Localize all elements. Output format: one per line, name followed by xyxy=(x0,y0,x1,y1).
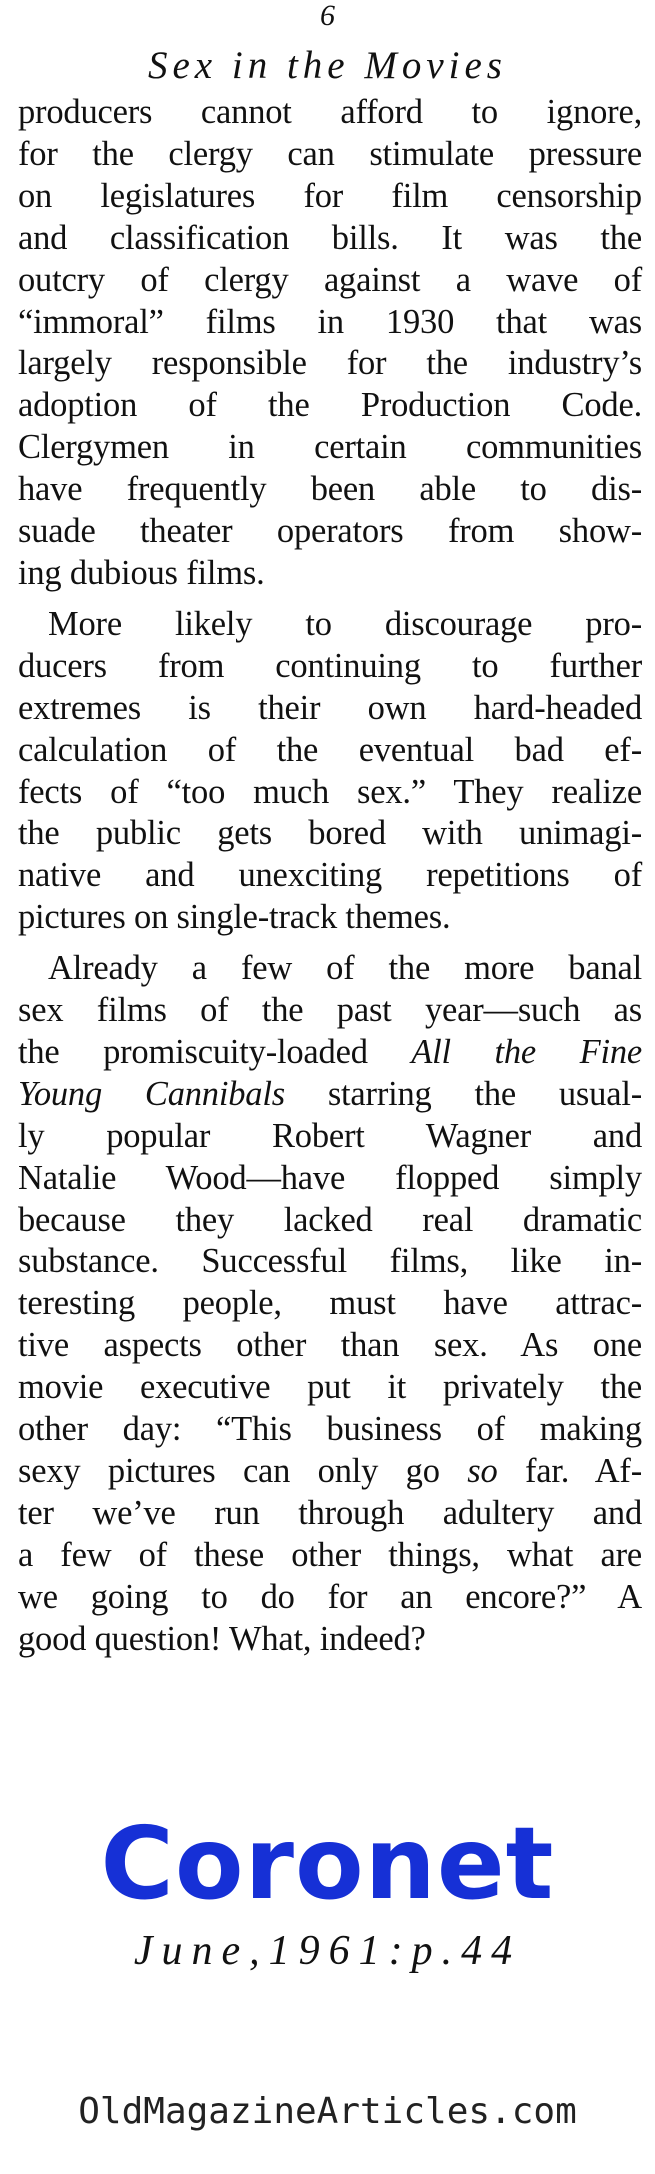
text-line: have frequently been able to dis- xyxy=(18,470,642,509)
text-line: ter we’ve run through adultery and xyxy=(18,1493,642,1532)
text-line: ing dubious films. xyxy=(18,553,265,592)
text-line: sexy pictures can only go so far. Af- xyxy=(18,1452,642,1490)
issue-date: June,1961:p.44 xyxy=(133,1928,522,1974)
text-line: substance. Successful films, like in- xyxy=(18,1242,642,1281)
text-line: sex films of the past year—such as xyxy=(18,991,642,1030)
text-line: adoption of the Production Code. xyxy=(18,386,642,425)
text-line: tive aspects other than sex. As one xyxy=(18,1326,642,1365)
running-head: Sex in the Movies xyxy=(148,44,507,87)
text-line: calculation of the eventual bad ef- xyxy=(18,730,642,769)
text-line: More likely to discourage pro- xyxy=(48,604,642,643)
text-line: suade theater operators from show- xyxy=(18,512,642,551)
text-line: for the clergy can stimulate pressure xyxy=(18,134,642,173)
text-line: Already a few of the more banal xyxy=(48,949,642,988)
text-line: the public gets bored with unimagi- xyxy=(18,814,642,853)
site-watermark: OldMagazineArticles.com xyxy=(78,2091,577,2132)
text-line: a few of these other things, what are xyxy=(18,1535,642,1574)
text-line: teresting people, must have attrac- xyxy=(18,1284,642,1323)
text-line: we going to do for an encore?” A xyxy=(18,1577,642,1616)
text-line: Natalie Wood—have flopped simply xyxy=(18,1158,642,1197)
text-line: because they lacked real dramatic xyxy=(18,1200,642,1239)
text-line: good question! What, indeed? xyxy=(18,1619,426,1658)
text-line: “immoral” films in 1930 that was xyxy=(18,302,642,341)
text-line: largely responsible for the industry’s xyxy=(18,344,642,383)
text-line: outcry of clergy against a wave of xyxy=(18,260,642,299)
text-line: ducers from continuing to further xyxy=(18,646,642,685)
text-line: extremes is their own hard-headed xyxy=(18,688,642,727)
text-line: other day: “This business of making xyxy=(18,1410,642,1449)
text-line: pictures on single-track themes. xyxy=(18,898,451,937)
text-line: and classification bills. It was the xyxy=(18,218,642,257)
article-body xyxy=(18,92,642,1670)
paragraph xyxy=(18,948,642,1660)
page-number: 6 xyxy=(320,0,335,32)
text-line: Clergymen in certain communities xyxy=(18,428,642,467)
paragraph xyxy=(18,92,642,595)
text-line: ly popular Robert Wagner and xyxy=(18,1116,642,1155)
text-line: native and unexciting repetitions of xyxy=(18,856,642,895)
text-line: the promiscuity-loaded All the Fine xyxy=(18,1032,642,1071)
magazine-logo: Coronet xyxy=(100,1805,555,1922)
paragraph xyxy=(18,604,642,939)
text-line: movie executive put it privately the xyxy=(18,1368,642,1407)
text-line: on legislatures for film censorship xyxy=(18,176,642,215)
text-line: producers cannot afford to ignore, xyxy=(18,93,642,131)
text-line: fects of “too much sex.” They realize xyxy=(18,772,642,811)
text-line: Young Cannibals starring the usual- xyxy=(18,1074,642,1113)
